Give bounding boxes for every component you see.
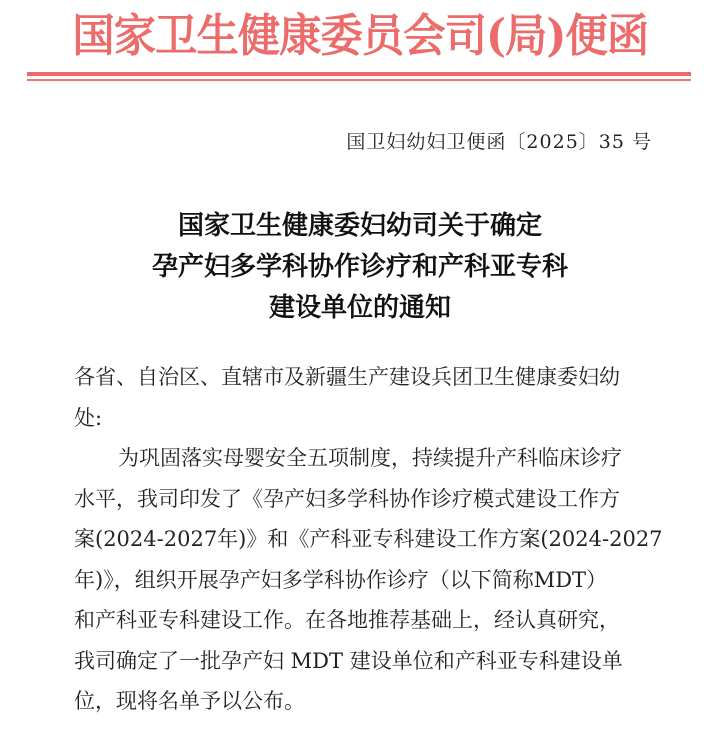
letterhead-rule-thin bbox=[27, 79, 691, 81]
document-title bbox=[0, 206, 720, 329]
letterhead bbox=[0, 6, 720, 66]
document-number: 国卫妇幼妇卫便函〔2025〕35 号 bbox=[346, 131, 652, 153]
paragraph-line: 我司确定了一批孕产妇 MDT 建设单位和产科亚专科建设单 bbox=[74, 648, 623, 673]
paragraph-line: 年)》，组织开展孕产妇多学科协作诊疗（以下简称MDT） bbox=[74, 567, 608, 592]
title-line: 孕产妇多学科协作诊疗和产科亚专科 bbox=[151, 252, 568, 282]
salutation-line: 处: bbox=[74, 405, 103, 430]
letterhead-title: 国家卫生健康委员会司(局)便函 bbox=[72, 9, 648, 62]
title-line: 建设单位的通知 bbox=[268, 293, 451, 323]
title-line: 国家卫生健康委妇幼司关于确定 bbox=[177, 211, 542, 241]
paragraph-line: 水平，我司印发了《孕产妇多学科协作诊疗模式建设工作方 bbox=[74, 486, 620, 511]
salutation-line: 各省、自治区、直辖市及新疆生产建设兵团卫生健康委妇幼 bbox=[74, 365, 620, 389]
letterhead-rule-thick bbox=[27, 72, 691, 76]
paragraph-line: 位，现将名单予以公布。 bbox=[74, 689, 305, 713]
document-body bbox=[74, 357, 664, 722]
paragraph-line: 案(2024-2027年)》和《产科亚专科建设工作方案(2024-2027 bbox=[74, 527, 663, 551]
paragraph-line: 和产科亚专科建设工作。在各地推荐基础上，经认真研究， bbox=[74, 608, 620, 632]
paragraph-line: 为巩固落实母婴安全五项制度，持续提升产科临床诊疗 bbox=[118, 446, 622, 470]
